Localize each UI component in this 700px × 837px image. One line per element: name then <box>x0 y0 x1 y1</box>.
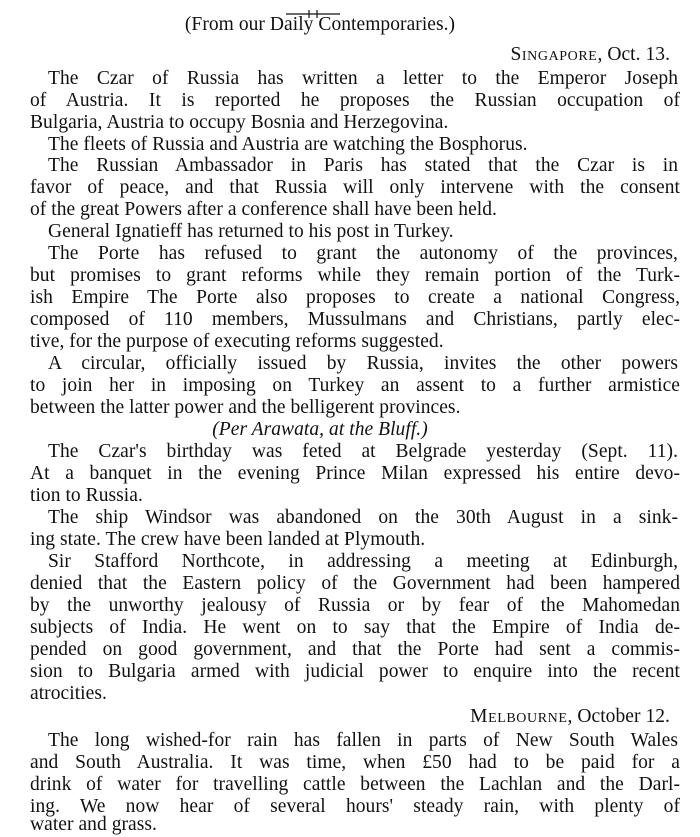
text-line: A circular, officially issued by Russia, invites the other powers <box>48 353 678 374</box>
text-line: to join her in imposing on Turkey an assent to a further armistice <box>30 375 680 396</box>
text-line: atrocities. <box>30 683 107 704</box>
text-line: ing. We now hear of several hours' steady rain, with plenty of <box>30 796 680 817</box>
text-line: but promises to grant reforms while they remain portion of the Turk- <box>30 265 680 286</box>
text-line: The Czar of Russia has written a letter to the Emperor Joseph <box>48 68 678 89</box>
dateline-place: Singapore <box>510 44 598 65</box>
text-line: tion to Russia. <box>30 485 143 506</box>
text-line: The Russian Ambassador in Paris has stated that the Czar is in <box>48 155 678 176</box>
dateline-melbourne <box>380 706 670 728</box>
text-line: The Porte has refused to grant the autonomy of the provinces, <box>48 243 678 264</box>
text-line: Sir Stafford Northcote, in addressing a meeting at Edinburgh, <box>48 551 678 572</box>
text-line: pended on good government, and that the Porte had sent a commis- <box>30 639 680 660</box>
text-line: subjects of India. He went on to say that the Empire of India de- <box>30 617 680 638</box>
text-line: Bulgaria, Austria to occupy Bosnia and Herzegovina. <box>30 112 449 133</box>
text-line: by the unworthy jealousy of Russia or by fear of the Mahomedan <box>30 595 680 616</box>
dateline-place: Melbourne <box>470 706 568 727</box>
text-line: General Ignatieff has returned to his post in Turkey. <box>48 221 454 242</box>
text-line: The fleets of Russia and Austria are watching the Bosphorus. <box>48 134 528 155</box>
dateline-singapore <box>380 44 670 66</box>
text-line: sion to Bulgaria armed with judicial power to enquire into the recent <box>30 661 680 682</box>
text-line: The long wished-for rain has fallen in parts of New South Wales <box>48 730 678 751</box>
text-line: of the great Powers after a conference shall have been held. <box>30 199 497 220</box>
text-line: composed of 110 members, Mussulmans and Christians, partly elec- <box>30 309 680 330</box>
text-line: ish Empire The Porte also proposes to create a national Congress, <box>30 287 680 308</box>
text-line: between the latter power and the belligerent provinces. <box>30 397 461 418</box>
section-header: (From our Daily Contemporaries.) <box>184 14 456 35</box>
subhead: (Per Arawata, at the Bluff.) <box>212 419 428 440</box>
text-line: denied that the Eastern policy of the Government had been hampered <box>30 573 680 594</box>
text-line: At a banquet in the evening Prince Milan expressed his entire devo- <box>30 463 680 484</box>
dateline-date: , October 12. <box>567 706 670 727</box>
text-line: favor of peace, and that Russia will only intervene with the consent <box>30 177 680 198</box>
dateline-date: , Oct. 13. <box>597 44 670 65</box>
text-line: and South Australia. It was time, when £50 had to be paid for a <box>30 752 680 773</box>
text-line: ing state. The crew have been landed at Plymouth. <box>30 529 426 550</box>
text-line: The ship Windsor was abandoned on the 30th August in a sink- <box>48 507 678 528</box>
text-line: of Austria. It is reported he proposes the Russian occupation of <box>30 90 680 111</box>
text-line: tive, for the purpose of executing reforms suggested. <box>30 331 444 352</box>
text-line: drink of water for travelling cattle between the Lachlan and the Darl- <box>30 774 680 795</box>
text-line: water and grass. <box>30 814 157 835</box>
text-line: The Czar's birthday was feted at Belgrade yesterday (Sept. 11). <box>48 441 678 462</box>
